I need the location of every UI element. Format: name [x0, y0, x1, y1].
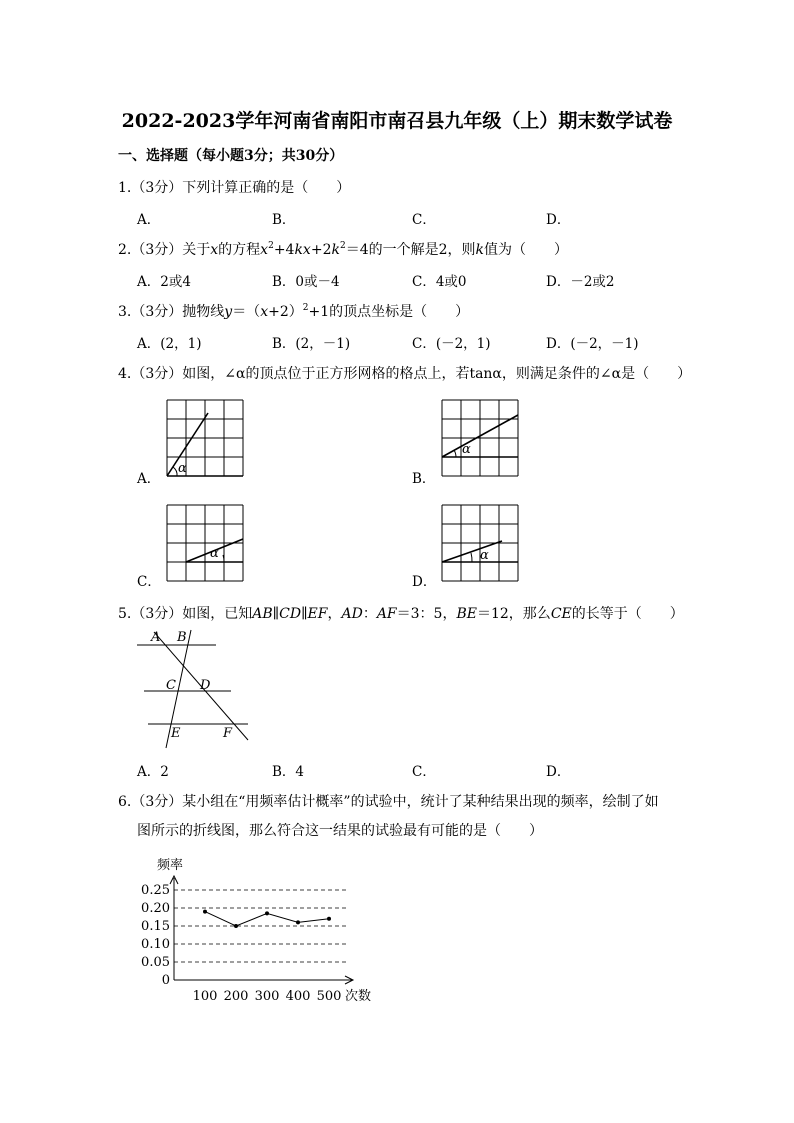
point-a-label: A [151, 630, 161, 645]
q1-option-d: D． [546, 212, 571, 228]
y-tick-label: 0.15 [141, 919, 170, 934]
alpha-label-b: α [462, 442, 471, 457]
q5-colon: ： [362, 606, 377, 622]
q2-prefix: 2.（3分）关于 [118, 242, 211, 258]
x-tick-label: 300 [254, 989, 280, 1004]
q3-exp: 2 [302, 303, 309, 313]
question-1: 1.（3分）下列计算正确的是（ ） [118, 180, 351, 196]
y-tick-label: 0.25 [141, 883, 170, 898]
q5-option-b: B．4 [272, 764, 305, 780]
q3-option-c: C．(－2，1) [412, 336, 491, 352]
q5-suffix: 的长等于（ ） [571, 606, 684, 622]
data-point [327, 917, 331, 921]
y-tick-label: 0.10 [141, 937, 170, 952]
angle-arc-d [471, 553, 472, 562]
section-heading: 一、选择题（每小题3分；共30分） [118, 148, 344, 164]
x-tick-label: 400 [285, 989, 311, 1004]
q3-x: x [260, 304, 269, 320]
data-point [296, 920, 300, 924]
q4-label-b: B． [412, 471, 436, 487]
q2-var-x: x [210, 242, 219, 258]
q4-label-c: C． [137, 574, 161, 590]
grid-d [442, 505, 518, 581]
q1-option-a: A． [137, 212, 161, 228]
data-point [203, 910, 207, 914]
q5-be-val: ＝12，那么 [476, 606, 551, 622]
x-tick-label: 500 [316, 989, 342, 1004]
data-point [234, 924, 238, 928]
question-5 [118, 603, 684, 623]
q4-figure-b [440, 398, 522, 480]
q5-be: BE [456, 606, 477, 622]
x-tick-label: 100 [192, 989, 218, 1004]
q5-ratio: ＝3：5， [396, 606, 457, 622]
frequency-line-chart [120, 850, 390, 1010]
q2-suffix: 值为（ ） [484, 242, 569, 258]
y-axis-label: 频率 [157, 858, 184, 873]
angle-arc-b [454, 450, 456, 457]
angle-arc-a [173, 467, 177, 476]
q1-option-c: C． [412, 212, 436, 228]
q3-option-b: B．(2，－1) [272, 336, 351, 352]
q4-figure-a [165, 398, 247, 480]
q3-option-d: D．(－2，－1) [546, 336, 639, 352]
q2-mid: 的方程 [218, 242, 261, 258]
q2-eq-plus4: +4 [273, 242, 295, 258]
q3-eq1: ＝（ [232, 304, 261, 320]
page-title: 2022-2023学年河南省南阳市南召县九年级（上）期末数学试卷 [121, 110, 673, 132]
q5-sep: ， [327, 606, 342, 622]
q4-label-a: A． [137, 471, 161, 487]
q5-option-a: A．2 [137, 764, 169, 780]
q2-eq-k: k [331, 242, 340, 258]
q3-y: y [224, 304, 233, 320]
q5-option-c: C． [412, 764, 436, 780]
q3-eq3: +1的顶点坐标是（ ） [308, 304, 470, 320]
q2-exp: 2 [268, 241, 274, 251]
grid-b [442, 400, 518, 476]
alpha-label-a: α [178, 461, 187, 476]
q4-figure-c [165, 503, 247, 585]
question-4: 4.（3分）如图，∠α的顶点位于正方形网格的格点上，若tanα，则满足条件的∠α是（ ） [118, 366, 692, 382]
alpha-label-d: α [480, 548, 489, 563]
q5-ad: AD [341, 606, 363, 622]
q4-figure-d [440, 503, 522, 585]
q5-parallel: AB∥CD∥EF [252, 606, 328, 622]
q2-eq-kx: kx [294, 242, 311, 258]
q2-var-k: k [475, 242, 485, 258]
q4-label-d: D． [412, 574, 437, 590]
point-e-label: E [171, 726, 181, 741]
angle-ray-a [167, 413, 208, 476]
q5-ce: CE [550, 606, 572, 622]
data-point [265, 911, 269, 915]
q5-af: AF [376, 606, 397, 622]
q2-option-a: A．2或4 [137, 274, 191, 290]
y-tick-label: 0.20 [141, 901, 170, 916]
q2-exp-b: 2 [339, 241, 346, 251]
q3-prefix: 3.（3分）抛物线 [118, 304, 225, 320]
q2-eq-rest: ＝4的一个解是2，则 [345, 242, 476, 258]
question-2 [118, 239, 568, 259]
q2-eq-plus2: +2 [310, 242, 332, 258]
x-axis-label: 次数 [345, 989, 372, 1004]
q5-figure [132, 628, 257, 752]
q2-option-d: D．－2或2 [546, 274, 615, 290]
q2-option-b: B．0或－4 [272, 274, 340, 290]
y-tick-label: 0 [161, 973, 170, 988]
q3-option-a: A．(2，1) [137, 336, 202, 352]
question-6-line-2: 图所示的折线图，那么符合这一结果的试验最有可能的是（ ） [137, 823, 543, 839]
q3-eq2: +2） [268, 304, 303, 320]
question-3 [118, 301, 469, 321]
point-b-label: B [177, 630, 187, 645]
point-c-label: C [166, 678, 176, 693]
q2-option-c: C．4或0 [412, 274, 467, 290]
q5-option-d: D． [546, 764, 571, 780]
x-tick-label: 200 [223, 989, 249, 1004]
question-6-line-1: 6.（3分）某小组在“用频率估计概率”的试验中，统计了某种结果出现的频率，绘制了如 [118, 794, 659, 810]
point-d-label: D [200, 678, 211, 693]
q5-prefix: 5.（3分）如图，已知 [118, 606, 253, 622]
y-tick-label: 0.05 [141, 955, 170, 970]
alpha-label-c: α [210, 546, 219, 561]
q2-eq-x: x [260, 242, 269, 258]
q1-option-b: B． [272, 212, 296, 228]
point-f-label: F [223, 726, 233, 741]
